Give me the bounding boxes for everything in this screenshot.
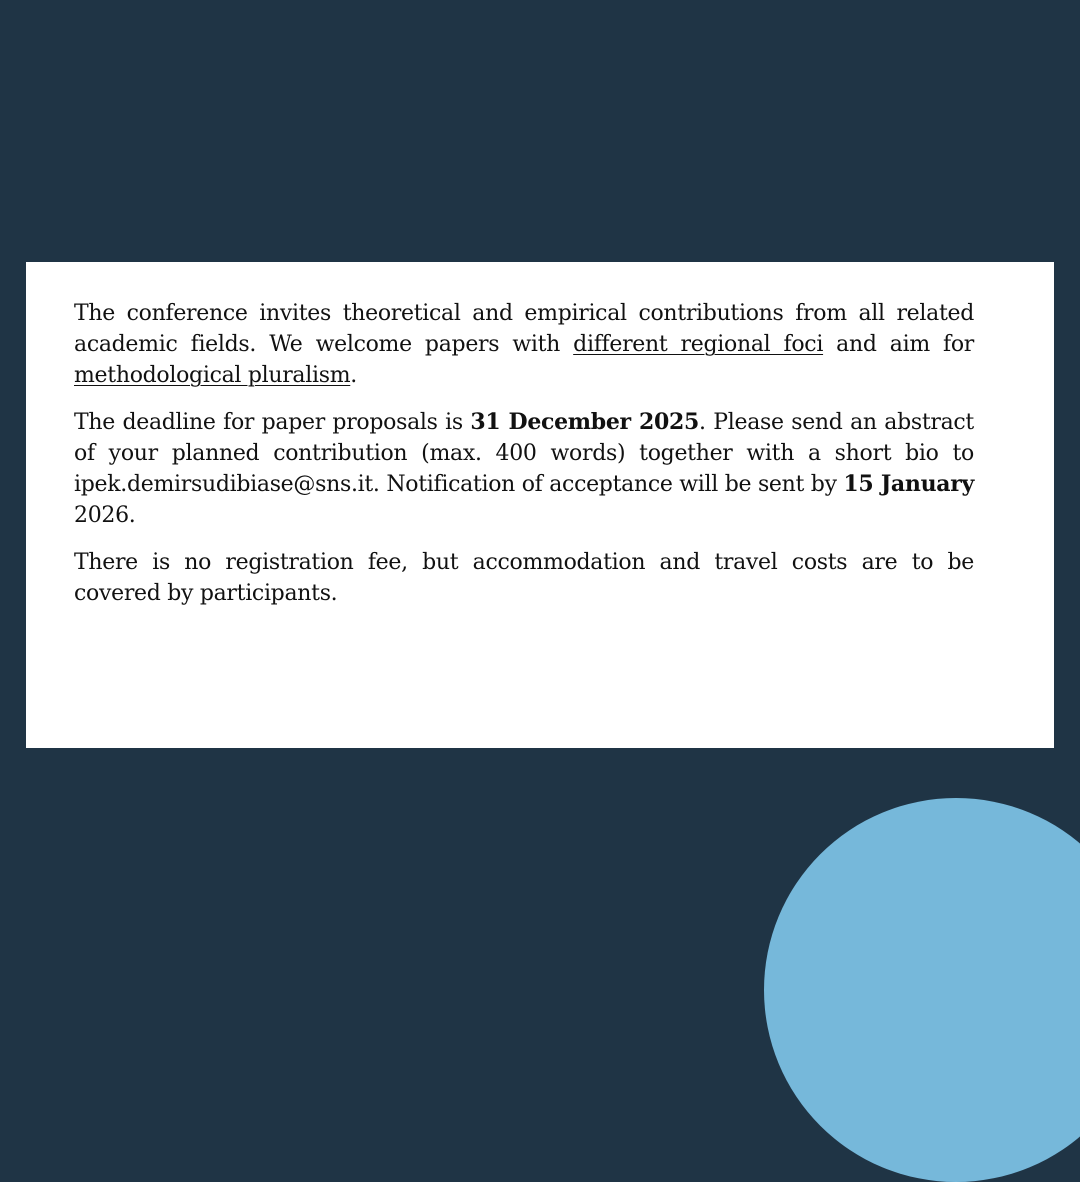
deadline-date: 31 December 2025 <box>470 409 700 435</box>
underlined-phrase-regional-foci: different regional foci <box>573 332 824 357</box>
content-card <box>26 262 1054 748</box>
text-segment: The deadline for paper proposals is <box>74 410 471 435</box>
text-segment: 2026. <box>74 503 136 528</box>
decorative-circle <box>764 798 1080 1182</box>
notification-date: 15 January <box>843 471 975 497</box>
text-segment: The conference invites theoretical and empirical contributions from all related academic fields. We welcome papers with <box>74 301 974 357</box>
text-segment: There is no registration fee, but accommodation and travel costs are to be covered by participants. <box>74 550 974 606</box>
paragraph-fees <box>74 547 974 609</box>
text-segment: and aim for <box>823 332 975 357</box>
text-segment: . Please send an abstract of your planned contribution (max. 400 words) together with a short bio to ipek.demirsudibiase@sns.it. Notification of acceptance will be sent by <box>74 410 974 497</box>
paragraph-scope <box>74 298 974 391</box>
text-segment: . <box>350 363 357 388</box>
paragraph-deadline <box>74 407 974 531</box>
underlined-phrase-methodological-pluralism: methodological pluralism <box>74 363 351 388</box>
